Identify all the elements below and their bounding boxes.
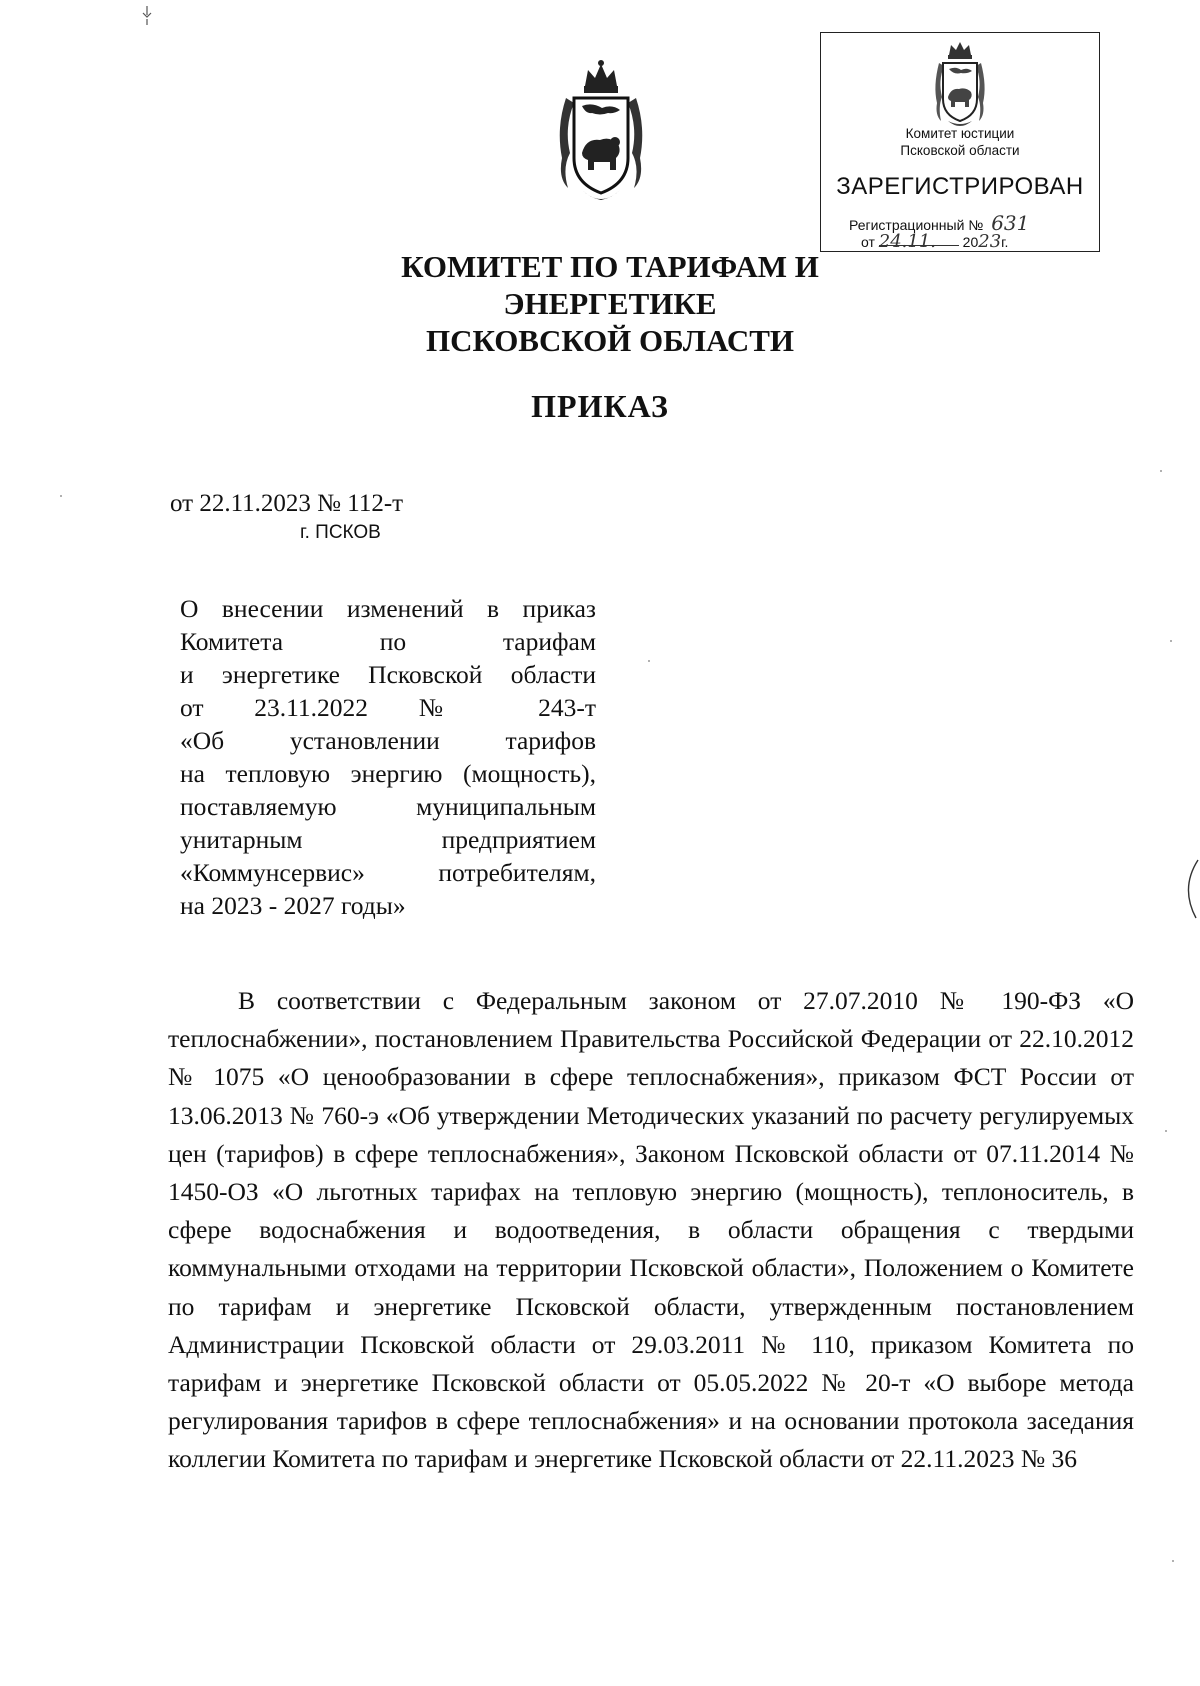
stamp-date-value: 24.11.: [878, 231, 937, 252]
subject-line: унитарным предприятием: [180, 825, 596, 854]
stamp-coat-of-arms-icon: [929, 41, 991, 129]
stamp-status: ЗАРЕГИСТРИРОВАН: [836, 173, 1084, 200]
stamp-org-line2: Псковской области: [900, 143, 1020, 158]
stamp-year-prefix: 20: [962, 234, 979, 250]
stamp-year-suffix: г.: [1001, 234, 1009, 250]
subject-line: «Коммунсервис» потребителям,: [180, 858, 596, 887]
stamp-org-line1: Комитет юстиции: [905, 126, 1015, 141]
subject-line: Комитета по тарифам: [180, 627, 596, 656]
document-subject: [180, 592, 596, 922]
stamp-date-prefix: от: [861, 234, 875, 250]
scan-speck: [1172, 1560, 1174, 1562]
subject-line: на тепловую энергию (мощность),: [180, 759, 596, 788]
scan-speck: [60, 495, 62, 497]
coat-of-arms-icon: [552, 58, 650, 208]
stamp-year-value: 23: [978, 231, 1002, 252]
scan-edge-mark-icon: [1176, 858, 1200, 938]
subject-line: на 2023 - 2027 годы»: [180, 891, 406, 920]
organization-title-line2: ПСКОВСКОЙ ОБЛАСТИ: [425, 323, 795, 358]
scan-speck: [1160, 470, 1162, 472]
document-type: ПРИКАЗ: [531, 388, 669, 424]
body-paragraph: В соответствии с Федеральным законом от 27.07.2010 № 190-ФЗ «О теплоснабжении», постановлением Правительства Российской Федерации от 22.10.2012 № 1075 «О ценообразовании в сфере теплоснабжения», приказом ФСТ России от 13.06.2013 № 760-э «Об утверждении Методических указаний по расчету регулируемых цен (тарифов) в сфере теплоснабжения», Законом Псковской области от 07.11.2014 № 1450-ОЗ «О льготных тарифах на тепловую энергию (мощность), теплоноситель, в сфере водоснабжения и водоотведения, в области обращения с твердыми коммунальными отходами на территории Псковской области», Положением о Комитете по тарифам и энергетике Псковской области, утвержденным постановлением Администрации Псковской области от 29.03.2011 № 110, приказом Комитета по тарифам и энергетике Псковской области от 05.05.2022 № 20-т «О выборе метода регулирования тарифов в сфере теплоснабжения» и на основании протокола заседания коллегии Комитета по тарифам и энергетике Псковской области от 22.11.2023 № 36: [168, 986, 1134, 1474]
scan-speck: [648, 660, 650, 662]
document-city: г. ПСКОВ: [300, 522, 381, 543]
subject-line: О внесении изменений в приказ: [180, 594, 596, 623]
stamp-organization: [821, 125, 1099, 159]
subject-line: поставляемую муниципальным: [180, 792, 596, 821]
scan-speck: [1165, 1130, 1167, 1132]
stamp-reg-label: Регистрационный №: [849, 217, 984, 233]
subject-line: от 23.11.2022 № 243-т: [180, 693, 596, 722]
document-date-number: от 22.11.2023 № 112-т: [170, 490, 404, 517]
subject-line: «Об установлении тарифов: [180, 726, 596, 755]
organization-title-line1: КОМИТЕТ ПО ТАРИФАМ И ЭНЕРГЕТИКЕ: [401, 249, 819, 321]
stamp-reg-number-value: 631: [991, 211, 1030, 235]
registration-stamp: [820, 32, 1100, 252]
scan-mark-icon: [140, 5, 154, 27]
scan-speck: [1170, 640, 1172, 642]
organization-title: [300, 248, 920, 359]
subject-line: и энергетике Псковской области: [180, 660, 596, 689]
